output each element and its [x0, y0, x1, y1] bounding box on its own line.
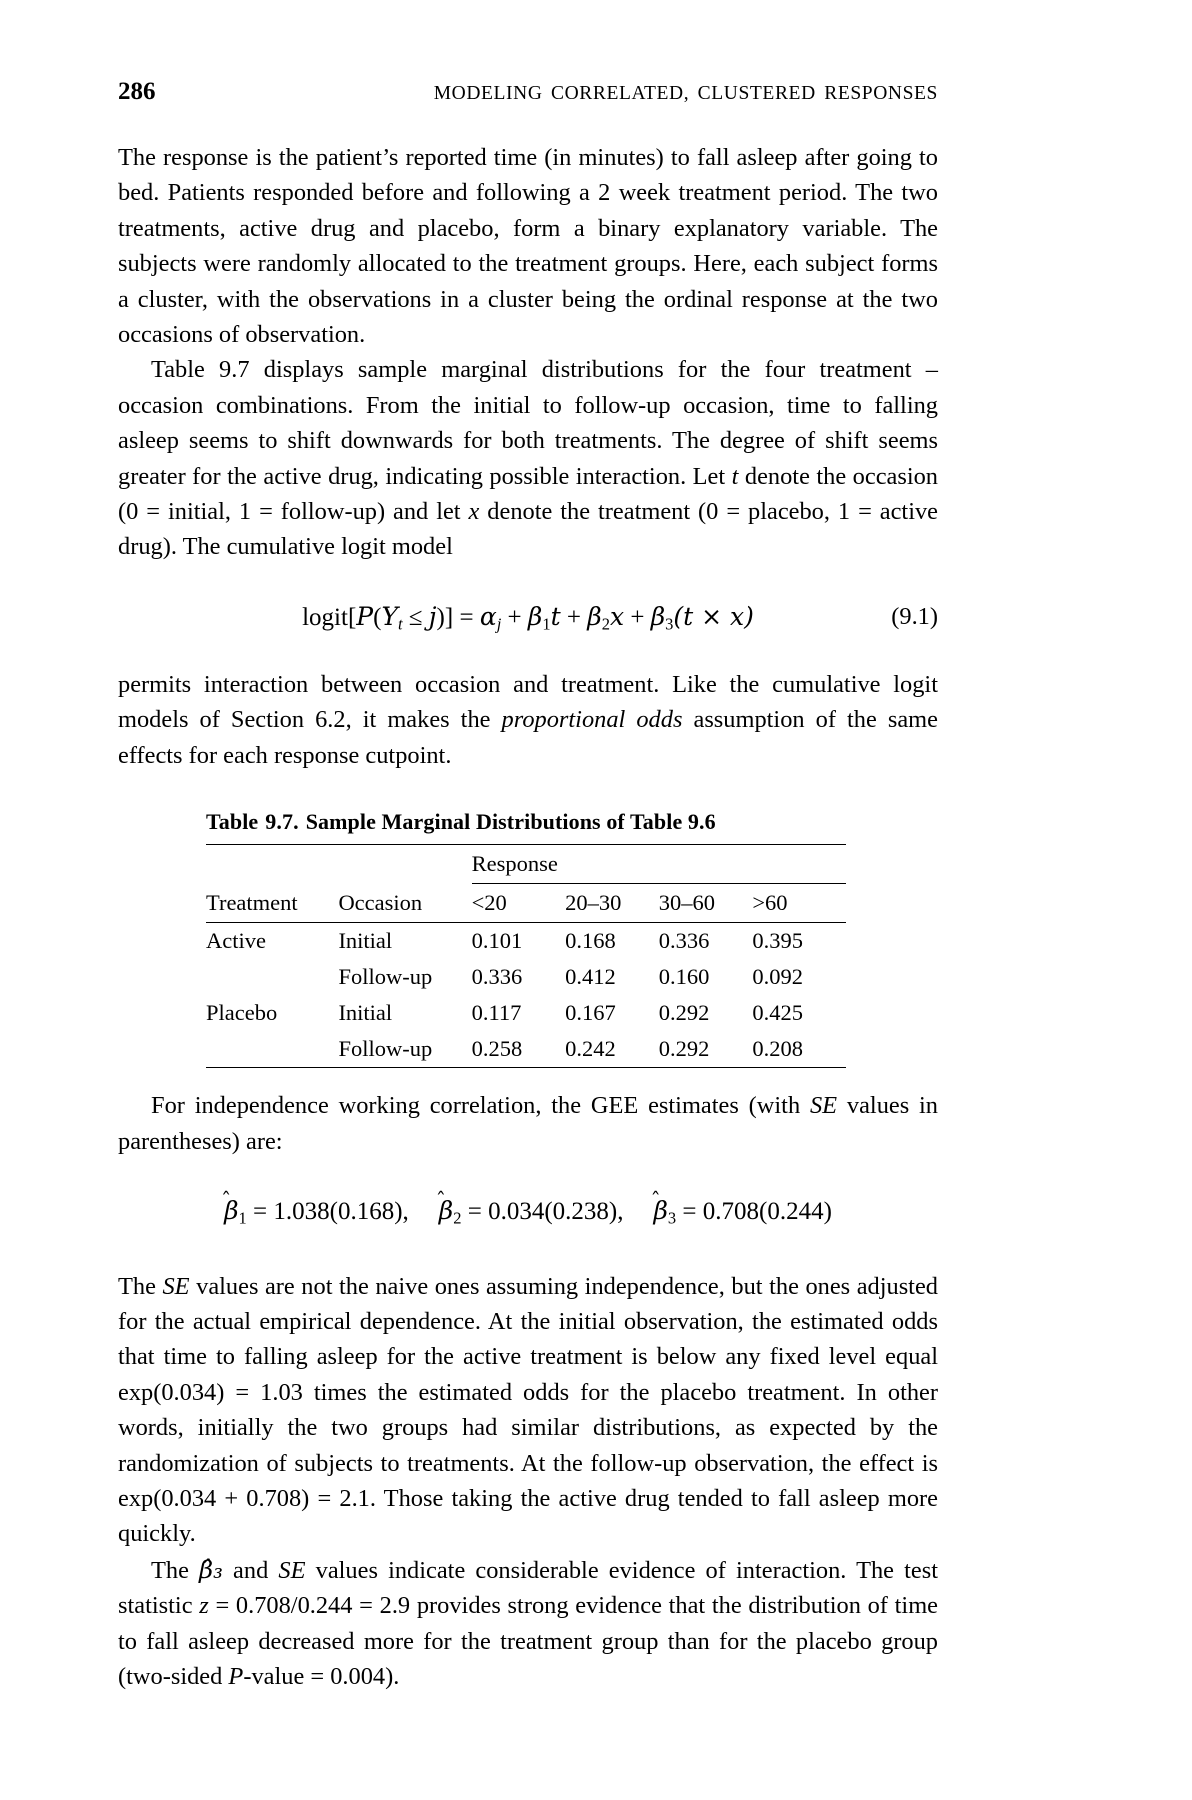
equation-gee-estimates: [118, 1191, 938, 1239]
cell-value-30-60: 0.160: [658, 964, 710, 990]
table-caption-label: Table: [206, 809, 259, 835]
table-row: [206, 959, 846, 995]
eq-j: j: [428, 601, 437, 631]
cell-value-20-30: 0.167: [565, 1000, 616, 1026]
emphasis-proportional-odds: proportional odds: [501, 706, 683, 734]
paragraph-6-text-e: -value = 0.004).: [243, 1662, 400, 1690]
eq-plus-1: +: [501, 603, 528, 631]
paragraph-6-text-a: The: [151, 1556, 200, 1584]
equation-9-1-number: (9.1): [891, 602, 938, 630]
cell-value-20-30: 0.168: [565, 923, 659, 960]
running-head: [118, 78, 938, 112]
eq-le: ≤: [402, 603, 429, 631]
table-group-header-row: [206, 845, 846, 884]
beta3-hat-symbol: β: [653, 1195, 668, 1225]
cell-value-30-60: 0.336: [659, 923, 753, 960]
math-var-t: t: [731, 462, 739, 490]
page-number: 286: [118, 78, 156, 105]
beta2-value: = 0.034(0.238),: [461, 1197, 624, 1225]
paragraph-gee-intro: [118, 1088, 938, 1159]
math-var-z: z: [199, 1592, 209, 1620]
beta1-value: = 1.038(0.168),: [246, 1197, 409, 1225]
beta3-value: = 0.708(0.244): [676, 1197, 832, 1225]
cell-value-lt20: 0.117: [471, 1000, 522, 1026]
eq-beta-3-tail: (t × x): [673, 601, 754, 631]
paragraph-table-discussion: [118, 352, 938, 564]
table-bottom-rule: [206, 1068, 846, 1069]
cell-value-20-30: 0.242: [565, 1036, 616, 1062]
table-group-header-response: Response: [472, 845, 846, 884]
paragraph-interaction-evidence: [118, 1552, 938, 1695]
table-caption: [206, 809, 912, 835]
cell-treatment: Active: [206, 923, 338, 960]
table-caption-title: Sample Marginal Distributions of Table 9.6: [305, 809, 716, 835]
beta3-hat-inline: β̂₃: [199, 1554, 223, 1584]
eq-close: )]: [436, 603, 454, 631]
beta2-subscript: 2: [453, 1208, 462, 1228]
cell-treatment: [206, 959, 338, 995]
running-head-title: MODELING CORRELATED, CLUSTERED RESPONSES: [433, 83, 938, 104]
cell-value-30-60: 0.292: [658, 1000, 710, 1026]
cell-value-30-60: 0.292: [658, 1036, 710, 1062]
eq-beta-1: β: [527, 601, 543, 631]
paragraph-3-text-b: assumption of the same effects for each response cutpoint.: [118, 706, 938, 769]
cell-value-gt60: 0.092: [752, 964, 803, 990]
spacer-cell: [206, 845, 338, 884]
table-header-lt20: <20: [472, 884, 566, 923]
eq-beta-1-subscript: 1: [542, 614, 551, 634]
paragraph-6-text-c: values indicate considerable evidence of interaction. The test statistic: [118, 1556, 938, 1620]
cell-occasion: Follow-up: [338, 1036, 433, 1062]
rule-cell: [206, 1068, 846, 1069]
eq-plus-2: +: [560, 603, 588, 631]
paragraph-response-description: [118, 140, 938, 352]
table-header-occasion: Occasion: [338, 890, 423, 916]
eq-equals: =: [453, 603, 480, 631]
table-row: [206, 995, 846, 1031]
eq-beta-2-subscript: 2: [601, 614, 610, 634]
equation-9-1-body: [118, 595, 938, 647]
page-content: [118, 78, 938, 1694]
cell-treatment: Placebo: [206, 1000, 278, 1026]
cell-value-20-30: 0.412: [565, 964, 616, 990]
cell-value-gt60: 0.395: [752, 923, 846, 960]
eq-alpha-subscript: j: [496, 614, 502, 634]
table-caption-number: 9.7.: [265, 809, 299, 835]
cell-occasion: Initial: [338, 1000, 393, 1026]
abbrev-se: SE: [278, 1556, 306, 1584]
table-9-7-block: [118, 809, 938, 1068]
eq-beta-3: β: [650, 601, 666, 631]
equation-9-1-block: [118, 595, 938, 639]
paragraph-2-text-b: denote the occasion (0 = initial, 1 = follow-up) and let: [118, 462, 938, 526]
table-header-20-30: 20–30: [565, 884, 659, 923]
paragraph-2-text-c: denote the treatment (0 = placebo, 1 = active drug). The cumulative logit model: [118, 498, 938, 561]
cell-value-gt60: 0.208: [752, 1036, 803, 1062]
paragraph-4-text-b: values in parentheses) are:: [118, 1092, 938, 1155]
spacer-cell: [338, 845, 471, 884]
eq-Y: Y: [381, 601, 398, 631]
paragraph-4-text-a: For independence working correlation, the GEE estimates (with: [151, 1092, 810, 1120]
math-var-x: x: [468, 498, 480, 526]
table-marginal-distributions: [206, 844, 846, 1068]
cell-occasion: Follow-up: [338, 964, 433, 990]
paragraph-proportional-odds: [118, 667, 938, 773]
eq-logit-open: logit[: [302, 603, 357, 631]
eq-plus-3: +: [624, 603, 651, 631]
cell-value-lt20: 0.258: [471, 1036, 523, 1062]
table-header-treatment: Treatment: [206, 890, 298, 916]
beta3-subscript: 3: [667, 1208, 677, 1228]
abbrev-se: SE: [809, 1092, 838, 1120]
beta1-hat-symbol: β: [224, 1195, 239, 1225]
paragraph-5-text-b: values are not the naive ones assuming independence, but the ones adjusted for the actual empirical dependence. At the initial observation, the estimated odds that time to falling asleep for the active treatment is below any fixed level equal exp(0.034) = 1.03 times the estimated odds for the placebo treatment. In other words, initially the two groups had similar distributions, as expected by the randomization of subjects to treatments. At the follow-up observation, the effect is exp(0.034 + 0.708) = 2.1. Those taking the active drug tended to fall asleep more quickly.: [118, 1272, 938, 1548]
cell-value-gt60: 0.425: [752, 1000, 803, 1026]
eq-Y-subscript: t: [397, 614, 403, 634]
eq-beta-2: β: [587, 601, 602, 631]
cell-occasion: Initial: [338, 923, 471, 960]
eq-beta-1-var: t: [550, 601, 561, 631]
cell-treatment: [206, 1031, 338, 1068]
abbrev-se: SE: [162, 1272, 190, 1300]
paragraph-se-explanation: [118, 1269, 938, 1552]
beta2-hat-symbol: β: [438, 1195, 454, 1225]
paragraph-1-text: The response is the patient’s reported time (in minutes) to fall asleep after going to bed. Patients responded before and following a 2 week treatment period. The two treatments, active drug and placebo, form a binary explanatory variable. The subjects were randomly allocated to the treatment groups. Here, each subject forms a cluster, with the observations in a cluster being the ordinal response at the two occasions of observation.: [118, 144, 938, 349]
paragraph-2-text-a: Table 9.7 displays sample marginal distributions for the four treatment – occasion combinations. From the initial to follow-up occasion, time to falling asleep seems to shift downwards for both treatments. The degree of shift seems greater for the active drug, indicating possible interaction. Let: [118, 356, 938, 490]
paragraph-6-text-d: = 0.708/0.244 = 2.9 provides strong evidence that the distribution of time to fall asleep decreased more for the treatment group than for the placebo group (two-sided: [118, 1592, 938, 1690]
paragraph-6-text-b: and: [222, 1556, 279, 1584]
table-header-30-60: 30–60: [659, 884, 753, 923]
eq-P: P: [356, 601, 374, 631]
eq-beta-3-subscript: 3: [665, 614, 674, 634]
table-row: [206, 1031, 846, 1068]
paragraph-5-text-a: The: [118, 1272, 163, 1300]
math-var-P: P: [228, 1662, 244, 1690]
cell-value-lt20: 0.101: [472, 923, 566, 960]
table-row: [206, 923, 846, 960]
eq-alpha: α: [479, 601, 497, 631]
eq-paren-open: (: [373, 603, 382, 631]
cell-value-lt20: 0.336: [471, 964, 523, 990]
table-header-gt60: >60: [752, 884, 846, 923]
paragraph-3-text-a: permits interaction between occasion and treatment. Like the cumulative logit models of Section 6.2, it makes the: [118, 670, 938, 734]
eq-beta-2-var: x: [609, 601, 625, 631]
table-column-header-row: [206, 884, 846, 923]
beta1-subscript: 1: [238, 1208, 247, 1228]
